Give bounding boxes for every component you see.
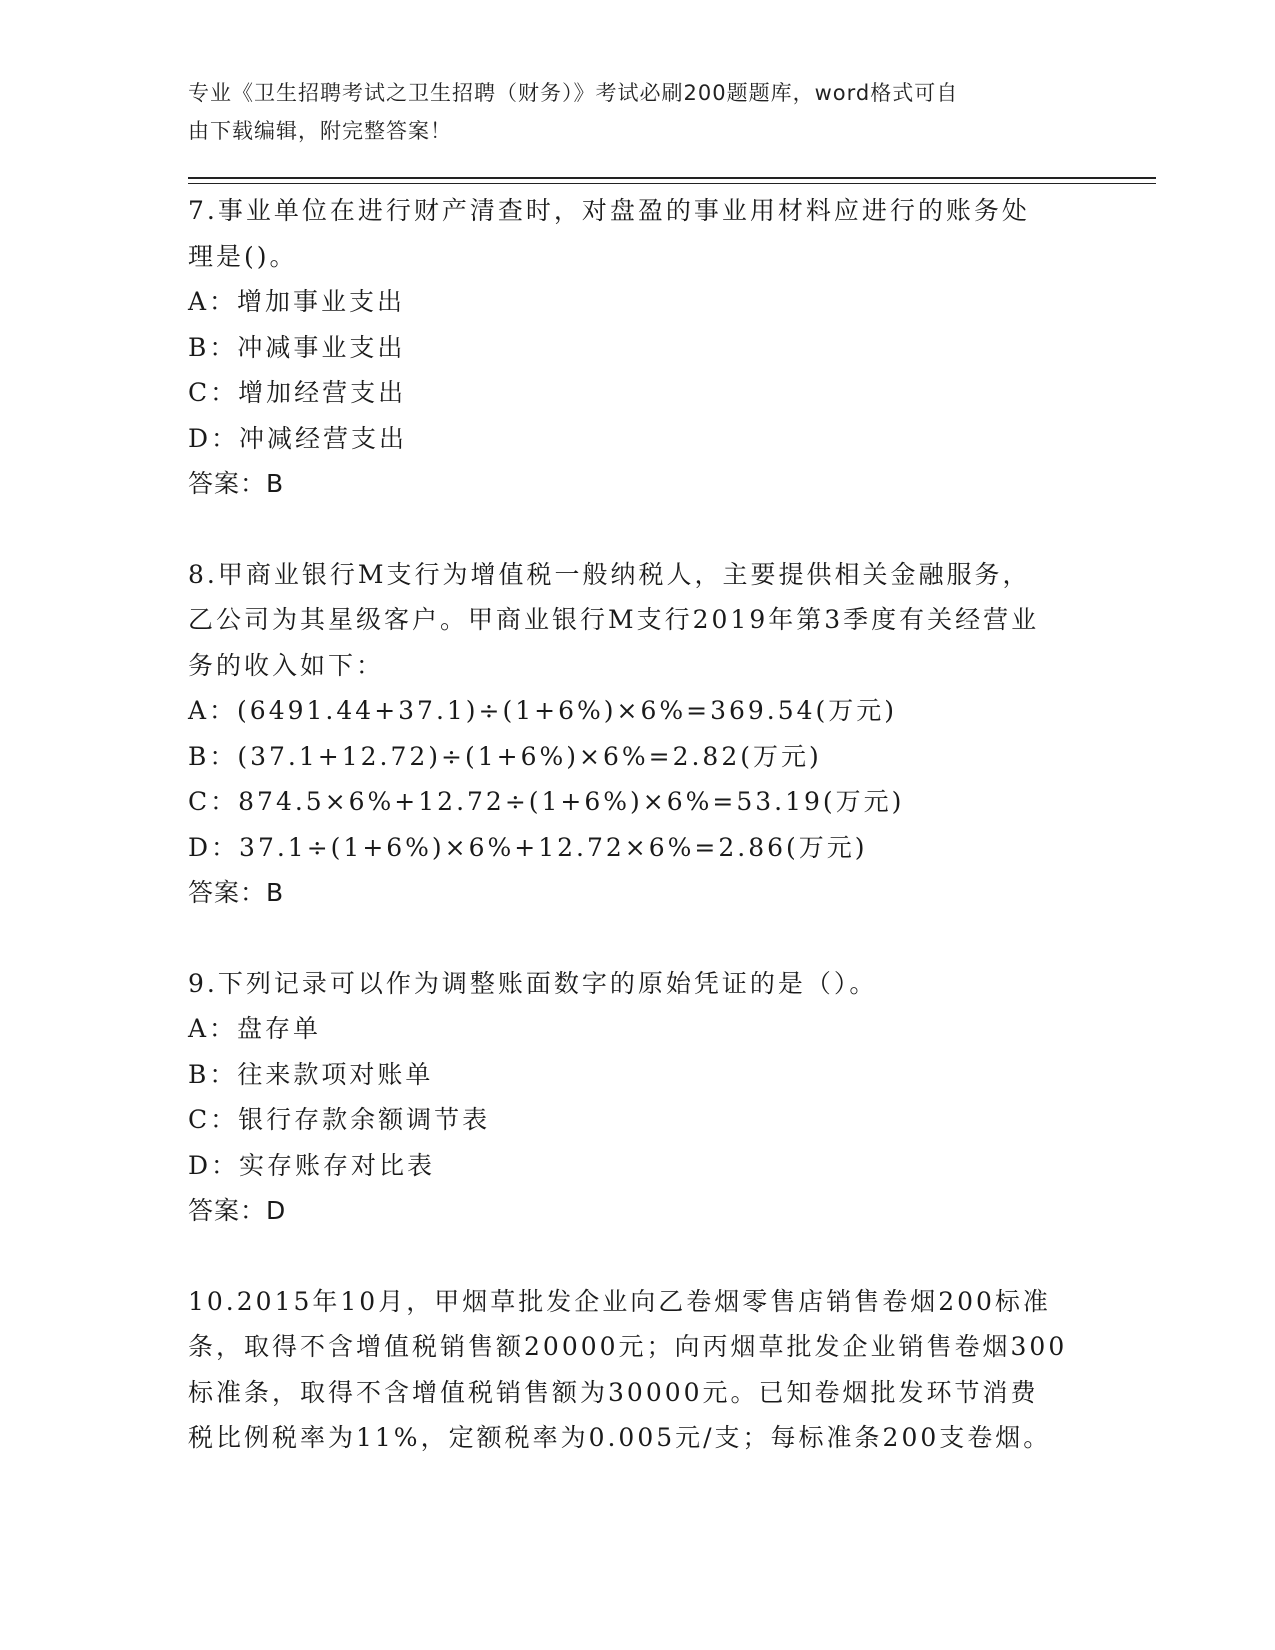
option-b: B：往来款项对账单 <box>188 1059 434 1089</box>
question-item <box>188 961 1088 1234</box>
option-c: C：874.5×6%+12.72÷(1+6%)×6%=53.19(万元) <box>188 787 905 816</box>
question-item <box>188 188 1088 507</box>
option-c: C：增加经营支出 <box>188 378 407 407</box>
header-line: 专业《卫生招聘考试之卫生招聘（财务）》考试必刷200题题库，word格式可自 <box>188 81 959 105</box>
question-list <box>188 188 1088 1461</box>
document-header <box>188 74 1088 150</box>
question-text-line: 9.下列记录可以作为调整账面数字的原始凭证的是（）。 <box>188 968 878 998</box>
question-text-line: 标准条，取得不含增值税销售额为30000元。已知卷烟批发环节消费 <box>188 1377 1039 1407</box>
header-line: 由下载编辑，附完整答案！ <box>188 119 452 143</box>
header-divider-thin <box>188 183 1156 184</box>
question-text-line: 10.2015年10月，甲烟草批发企业向乙卷烟零售店销售卷烟200标准 <box>188 1286 1051 1316</box>
question-item <box>188 552 1088 916</box>
answer-line: 答案：B <box>188 469 285 498</box>
answer-line: 答案：B <box>188 878 285 907</box>
option-a: A：(6491.44+37.1)÷(1+6%)×6%=369.54(万元) <box>188 696 898 725</box>
option-d: D：37.1÷(1+6%)×6%+12.72×6%=2.86(万元) <box>188 832 868 862</box>
option-b: B：(37.1+12.72)÷(1+6%)×6%=2.82(万元) <box>188 741 822 771</box>
option-a: A：增加事业支出 <box>188 287 406 316</box>
question-item <box>188 1279 1088 1461</box>
option-a: A：盘存单 <box>188 1014 322 1043</box>
question-text-line: 务的收入如下： <box>188 650 385 680</box>
question-text-line: 条，取得不含增值税销售额20000元；向丙烟草批发企业销售卷烟300 <box>188 1332 1068 1361</box>
option-d: D：实存账存对比表 <box>188 1150 436 1180</box>
answer-line: 答案：D <box>188 1196 287 1225</box>
option-b: B：冲减事业支出 <box>188 332 406 362</box>
question-text-line: 税比例税率为11%，定额税率为0.005元/支；每标准条200支卷烟。 <box>188 1423 1052 1452</box>
question-text-line: 8.甲商业银行M支行为增值税一般纳税人，主要提供相关金融服务， <box>188 559 1031 589</box>
question-text-line: 乙公司为其星级客户。甲商业银行M支行2019年第3季度有关经营业 <box>188 605 1040 634</box>
header-divider-thick <box>188 177 1156 179</box>
question-text-line: 7.事业单位在进行财产清查时，对盘盈的事业用材料应进行的账务处 <box>188 196 1030 225</box>
question-text-line: 理是()。 <box>188 241 298 271</box>
option-d: D：冲减经营支出 <box>188 423 408 453</box>
option-c: C：银行存款余额调节表 <box>188 1105 491 1134</box>
